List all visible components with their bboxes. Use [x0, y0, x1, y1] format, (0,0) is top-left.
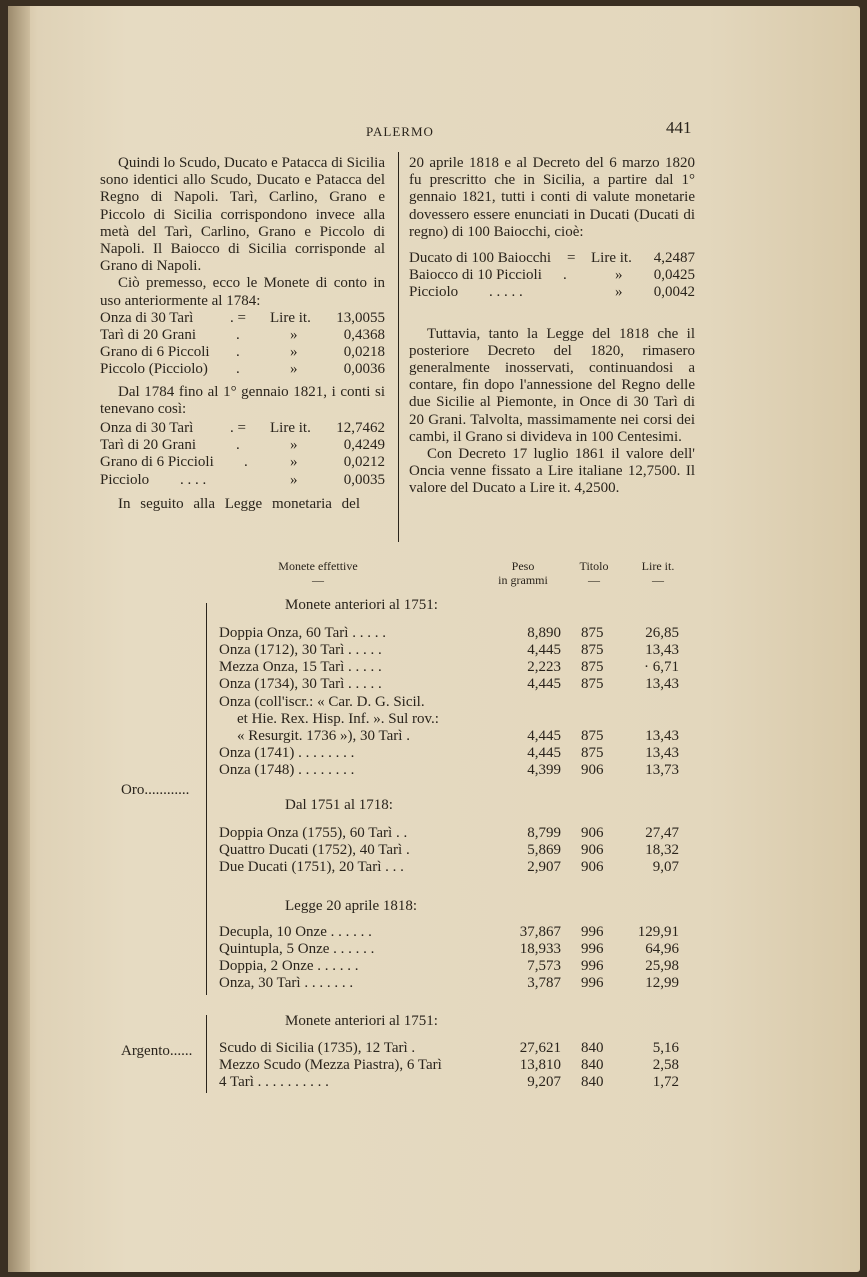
table-row: Mezza Onza, 15 Tarì . . . . . 2,223 875 · 6,71 — [219, 659, 679, 675]
rate-list-pre-1784 — [100, 310, 385, 379]
column-header-title: Titolo — — [579, 559, 609, 587]
silver-brace — [206, 1015, 207, 1093]
right-paragraph-1: 20 aprile 1818 e al Decreto del 6 marzo 1820 fu prescritto che in Sicilia, a partire dal 1° gennaio 1821, tutti i conti di valute monetarie dovessero essere enunciati in Ducati (Ducati di regno) di 100 Baiocchi, cioè: — [409, 155, 695, 240]
left-paragraph-2: Ciò premesso, ecco le Monete di conto in uso anteriormente al 1784: — [100, 275, 385, 309]
rate-row: Tarì di 20 Grani . » 0,4249 — [100, 437, 385, 454]
rate-row: Picciolo . . . . . » 0,0042 — [409, 284, 695, 301]
page-number: 441 — [666, 118, 692, 137]
table-row: Onza (1741) . . . . . . . . 4,445 875 13,43 — [219, 745, 679, 761]
section-title: Monete anteriori al 1751: — [285, 597, 438, 613]
rate-row: Picciolo . . . . » 0,0035 — [100, 471, 385, 488]
table-row: Quintupla, 5 Onze . . . . . . 18,933 996 64,96 — [219, 941, 679, 957]
table-row: Onza (coll'iscr.: « Car. D. G. Sicil. — [219, 694, 425, 710]
rate-list-post-1821 — [409, 250, 695, 302]
rate-row: Onza di 30 Tarì . = Lire it. 12,7462 — [100, 419, 385, 436]
rate-row: Ducato di 100 Baiocchi = Lire it. 4,2487 — [409, 250, 695, 267]
left-column — [100, 155, 385, 513]
column-header-lire: Lire it. — — [641, 559, 675, 587]
rate-list-1784-1821 — [100, 420, 385, 489]
silver-label: Argento...... — [121, 1043, 193, 1059]
table-row: « Resurgit. 1736 »), 30 Tarì . 4,445 875 13,43 — [237, 728, 679, 744]
running-title: PALERMO — [366, 124, 434, 139]
gold-label: Oro............ — [121, 782, 190, 798]
table-row: Doppia Onza (1755), 60 Tarì . . 8,799 906 27,47 — [219, 825, 679, 841]
table-row: Quattro Ducati (1752), 40 Tarì . 5,869 906 18,32 — [219, 842, 679, 858]
rate-row: Piccolo (Picciolo) . » 0,0036 — [100, 361, 385, 378]
left-paragraph-4: In seguito alla Legge monetaria del — [118, 495, 360, 512]
table-row: Doppia, 2 Onze . . . . . . 7,573 996 25,98 — [219, 958, 679, 974]
column-header-name: Monete effettive — — [278, 559, 358, 587]
table-row: Due Ducati (1751), 20 Tarì . . . 2,907 906 9,07 — [219, 859, 679, 875]
column-header-weight: Peso in grammi — [498, 559, 548, 587]
section-title: Legge 20 aprile 1818: — [285, 898, 418, 914]
right-paragraph-3: Con Decreto 17 luglio 1861 il valore dell' Oncia venne fissato a Lire italiane 12,7500. Il valore del Ducato a Lire it. 4,2500. — [409, 446, 695, 497]
rate-row: Tarì di 20 Grani . » 0,4368 — [100, 327, 385, 344]
right-paragraph-2: Tuttavia, tanto la Legge del 1818 che il posteriore Decreto del 1820, rimasero generalmente inosservati, continuandosi a contare, fin dopo l'annessione del Regno delle due Sicilie al Piemonte, in Once di 30 Tarì di 20 Grani. Talvolta, massimamente nei corsi dei cambi, il Grano si divideva in 100 Centesimi. — [409, 325, 695, 445]
rate-row: Baiocco di 10 Piccioli . » 0,0425 — [409, 267, 695, 284]
table-row: Decupla, 10 Onze . . . . . . 37,867 996 129,91 — [219, 924, 679, 940]
section-title: Monete anteriori al 1751: — [285, 1013, 438, 1029]
table-row: Onza (1734), 30 Tarì . . . . . 4,445 875 13,43 — [219, 676, 679, 692]
table-row: Onza (1748) . . . . . . . . 4,399 906 13,73 — [219, 762, 679, 778]
right-column — [409, 155, 695, 498]
page-gutter — [8, 6, 30, 1272]
rate-row: Grano di 6 Piccioli . » 0,0212 — [100, 454, 385, 471]
table-row: Onza (1712), 30 Tarì . . . . . 4,445 875 13,43 — [219, 642, 679, 658]
rate-row: Grano di 6 Piccoli . » 0,0218 — [100, 344, 385, 361]
table-row: 4 Tarì . . . . . . . . . . 9,207 840 1,72 — [219, 1074, 679, 1090]
table-row: Scudo di Sicilia (1735), 12 Tarì . 27,621 840 5,16 — [219, 1040, 679, 1056]
table-row: Onza, 30 Tarì . . . . . . . 3,787 996 12,99 — [219, 975, 679, 991]
table-row: Mezzo Scudo (Mezza Piastra), 6 Tarì 13,810 840 2,58 — [219, 1057, 679, 1073]
gold-brace — [206, 603, 207, 995]
table-row: et Hie. Rex. Hisp. Inf. ». Sul rov.: — [237, 711, 439, 727]
section-title: Dal 1751 al 1718: — [285, 797, 393, 813]
left-paragraph-1: Quindi lo Scudo, Ducato e Patacca di Sicilia sono identici allo Scudo, Ducato e Patacca del Regno di Napoli. Tarì, Carlino, Grano e Piccolo di Sicilia corrispondono invece alla metà del Tarì, Carlino, Grano e Piccolo di Napoli. Il Baiocco di Sicilia corrisponde al Grano di Napoli. — [100, 155, 385, 275]
left-paragraph-3: Dal 1784 fino al 1° gennaio 1821, i conti si tenevano così: — [100, 383, 385, 417]
table-row: Doppia Onza, 60 Tarì . . . . . 8,890 875 26,85 — [219, 625, 679, 641]
rate-row: Onza di 30 Tarì . = Lire it. 13,0055 — [100, 309, 385, 326]
column-divider — [398, 152, 399, 542]
